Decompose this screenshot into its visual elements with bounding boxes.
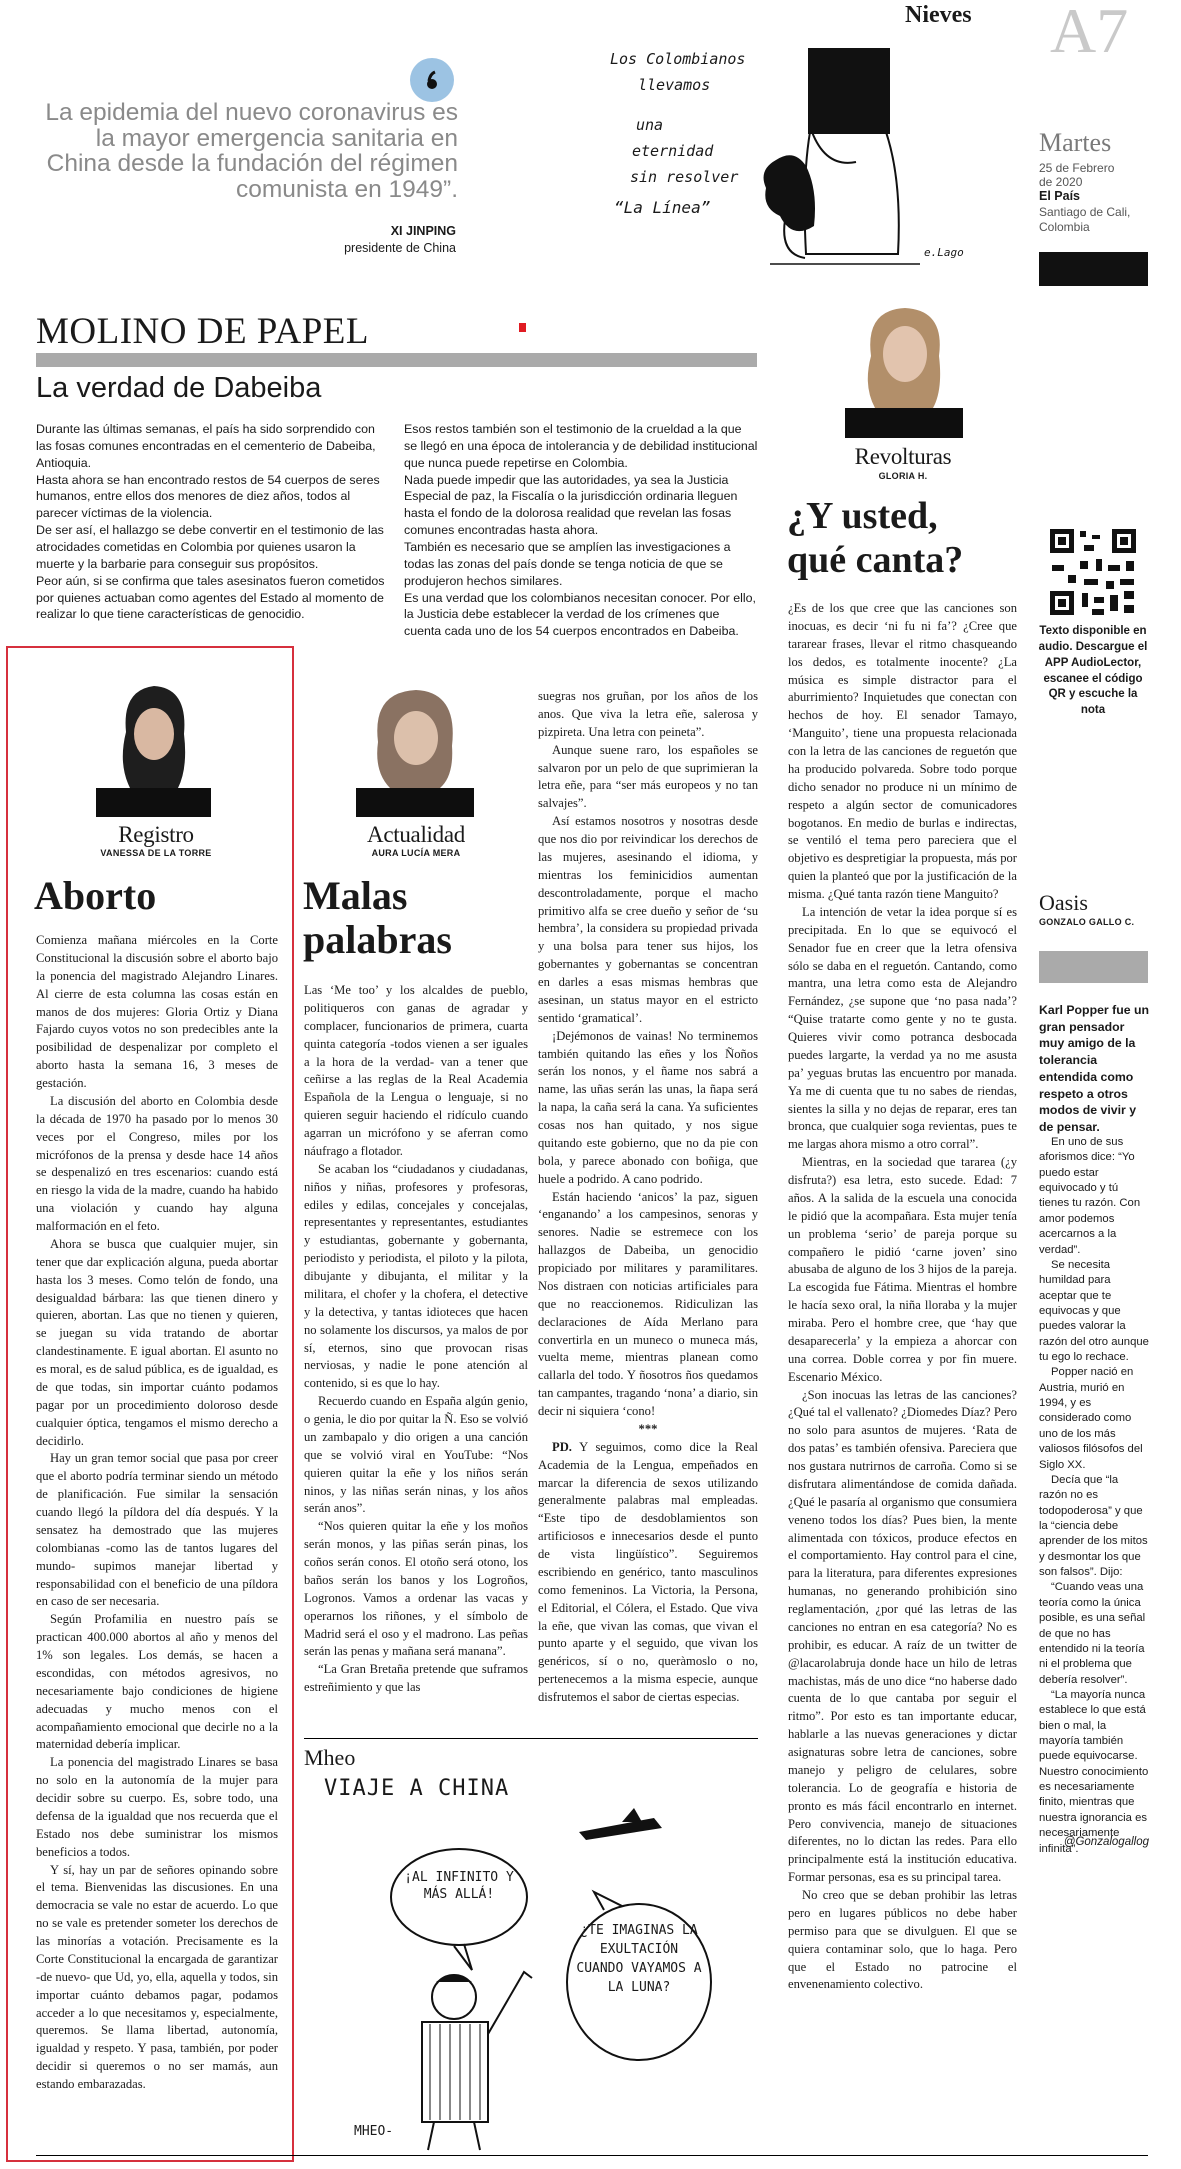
mheo-bubble-1: ¡AL INFINITO Y MÁS ALLÁ!: [404, 1870, 514, 1902]
mheo-bubble-2: ¿TE IMAGINAS LA EXULTACIÓN CUANDO VAYAMOS A LA LUNA?: [576, 1923, 702, 1995]
mheo-signature: MHEO-: [354, 2124, 394, 2139]
registro-p: Ahora se busca que cualquier mujer, sin tener que dar explicación alguna, pueda abortar hasta los 3 meses. Como telón de fondo, una desigualdad bárbara: las que tienen dinero y quieren, abortan. Las que no tienen y quieren, se juegan su vida tratando de abortar clandestinamente. E igual abortan. El asunto no es moral, es de salud pública, es de igualdad, es de que todas, sin importar cuánto podamos pagar por un procedimiento doloroso desde cualquier óptica, tengamos el mismo derecho a decidirlo.: [36, 1236, 278, 1448]
cartoon-line-5: “La Línea”: [614, 198, 711, 217]
editorial-p: Hasta ahora se han encontrado restos de 54 cuerpos de seres humanos, entre ellos dos menores de diez años, todos al parecer víctimas de la violencia.: [36, 472, 380, 521]
actualidad-p: ¡Dejémonos de vainas! No terminemos también quitando las eñes y los Ñoños serán los nonos, y el ñame nos sabrá a name, las uñas serán las unas, la ñapa será la napa, la caña será la cana. Ya suficientes cosas nos han quitado, y nos sigue quitando este gobierno, que no da pie con bola, y parece abonado con boñiga, que huele a podrido. A cano podrido.: [538, 1028, 758, 1186]
actualidad-photo: [356, 672, 474, 817]
revolturas-photo: [845, 290, 963, 438]
cartoon-line-2: una: [636, 116, 664, 134]
cartoon-line-4: sin resolver: [630, 168, 739, 186]
oasis-p: Decía que “la razón no es todopoderosa” y que la “ciencia debe aprender de los mitos y desmontar los que son falsos”. Dijo:: [1039, 1473, 1148, 1579]
editorial-title: La verdad de Dabeiba: [36, 372, 322, 404]
date-paper: El País: [1039, 189, 1080, 203]
cartoon-line-1: llevamos: [638, 76, 711, 94]
revolturas-section: Revolturas: [854, 444, 952, 469]
oasis-author: GONZALO GALLO C.: [1039, 917, 1135, 927]
registro-p: Comienza mañana miércoles en la Corte Constitucional la discusión sobre el aborto bajo la ponencia del magistrado Alejandro Linares. Al cierre de esta columna las cosas están en manos de dos mujeres: Gloria Ortiz y Diana Fajardo cuyos votos no son predecibles ante la posibilidad de despenalizar por completo el aborto hasta la semana 16, 3 meses de gestación.: [36, 933, 278, 1090]
editorial-col2: [404, 421, 758, 640]
actualidad-p: Las ‘Me too’ y los alcaldes de pueblo, politiqueros con ganas de agradar y complacer, funcionarios de primera, cuarta quinta categoría -todos vienen a ser iguales a la hora de la verdad- van a tener que ceñirse a las reglas de la Real Academia Española de la Lengua o lenguaje, si no quieren seguir haciendo el ridículo cuando agarran un micrófono y se aferran como náufrago a flotador.: [304, 983, 528, 1158]
editorial-rule: [36, 353, 757, 367]
editorial-p: Nada puede impedir que las autoridades, ya sea la Justicia Especial de paz, la Fiscalía o la jurisdicción ordinaria lleguen hasta el fondo de la dolorosa realidad que revelan las fosas comunes encontradas hasta ahora.: [404, 472, 738, 538]
mheo-cartoon: [304, 1772, 758, 2157]
revolturas-title-2: qué canta?: [787, 539, 964, 581]
oasis-section: Oasis: [1039, 890, 1088, 915]
registro-title: Aborto: [34, 873, 157, 918]
editorial-p: Esos restos también son el testimonio de la crueldad a la que se llegó en una época de intolerancia y de debilidad institucional que nunca puede repetirse en Colombia.: [404, 422, 758, 470]
editorial-p: Peor aún, si se confirma que tales asesinatos fueron cometidos por quienes actuaban como agentes del Estado al momento de realizar lo que tiene características de genocidio.: [36, 573, 385, 622]
cartoon-signature: e.Lago: [924, 246, 964, 259]
actualidad-author: AURA LUCÍA MERA: [371, 848, 461, 858]
actualidad-p: Aunque suene raro, los españoles se salvaron por un pelo de que suprimieran la letra eñe, para “ser más europeos y no tan salvajes”.: [538, 742, 758, 811]
registro-p: La ponencia del magistrado Linares se basa no solo en la autonomía de la mujer para decidir sobre su cuerpo. Es, sobre todo, una defensa de la igualdad que nos recuerda que el Estado nos debe suministrar los mismos beneficios a todos.: [36, 1755, 278, 1859]
header-brand: Nieves: [905, 2, 972, 28]
oasis-bar: [1039, 951, 1148, 983]
page-bottom-rule: [36, 2155, 1148, 2156]
editorial-p: De ser así, el hallazgo se debe convertir en el testimonio de las atrocidades cometidas en Colombia por quienes usaron la muerte y la barbarie para conseguir sus propósitos.: [36, 523, 384, 571]
cartoon-line-0: Los Colombianos: [610, 50, 746, 68]
pd-text: Y seguimos, como dice la Real Academia de la Lengua, empeñados en marcar la diferencia de sexos utilizando generalmente palabras mal empleadas. “Este tipo de desdoblamientos son artificiosos e innecesarios desde el punto de vista lingüístico”. Seguiremos escribiendo en genérico, tanto masculinos como femeninos. La Victoria, la Persona, el Editorial, el Cólera, el Estado. Que viva la eñe, que vivan las comas, que vivan el punto aparte y el seguido, que vivan los genéricos, sí o no, queràmoslo o no, pertenecemos a la misma especie, aunque disfrutemos el sabor de ciertas especias.: [538, 1439, 758, 1704]
registro-body: [36, 932, 278, 2094]
quote-author-role: presidente de China: [344, 241, 456, 255]
registro-p: Según Profamilia en nuestro país se practican 400.000 abortos al año y menos del 1% son legales. Los demás, se hacen a escondidas, con métodos agresivos, no necesariamente bajo condiciones de higiene adecuadas y mucho menos con el acompañamiento emocional que decirle no a la maternidad debería implicar.: [36, 1612, 278, 1752]
mheo-label: Mheo: [304, 1745, 356, 1770]
quote-author: XI JINPING: [390, 224, 456, 238]
revolturas-p: ¿Es de los que cree que las canciones son inocuas, es decir ‘ni fu ni fa’? ¿Cree que tararear frases, llevar el ritmo chasqueando los dedos, es totalmente inocente? ¿La música es simple distractor para el aburrimiento? Inquietudes que conectan con hechos de hoy. El senador Tamayo, ‘Manguito’, tiene una propuesta relacionada con la letra de las canciones de reguetón que ha producido polvareda. Sobre todo porque dicho senador no produce ni un mínimo de respeto a algún sector de comunicadores bogotanos. En medio de burlas e indirectas, se ventiló el tema pero pareciera que el objetivo es despretigiar la propuesta, más por quien la planteó que por la justificación de la misma. ¿Qué tanta razón tiene Manguito?: [788, 601, 1017, 901]
actualidad-p: Recuerdo cuando en España algún genio, o genia, le dio por quitar la Ñ. Eso se volvió un zambapalo y dio origen a una canción que se volvió viral en YouTube: “Nos quieren quitar la eñe y los niños serán ninos, y las niñas serán ninas, y los años serán anos”.: [304, 1394, 528, 1516]
quote-mark-icon: [410, 58, 454, 102]
actualidad-p: Se acaban los “ciudadanos y ciudadanas, niños y niñas, profesores y profesoras, ediles y edilas, concejales y concejalas, representantes y representantes, estudiantes y estudiantas, gobernante y gobernanta, periodisto y periodista, el piloto y la pilota, dibujante y dibujanta, el militar y la militara, el chofer y la chofera, el detective y la detectiva, y tantas idioteces que hacen no solamente los discursos, ya malos de por sí, eternos, sino que provocan risas nerviosas, y nadie le pone atención al contenido, si es que lo hay.: [304, 1161, 528, 1391]
date-city: Santiago de Cali,: [1039, 205, 1131, 219]
revolturas-author: GLORIA H.: [878, 471, 928, 481]
actualidad-pd: [538, 1439, 758, 1707]
registro-p: La discusión del aborto en Colombia desde la década de 1970 ha pasado por lo menos 30 veces por el Congreso, miles por los micrófonos de la prensa y desde hace 14 años se despenalizó en tres escenarios: cuando está en riesgo la vida de la madre, cuando ha habido una violación y cuando hay alguna malformación en el feto.: [36, 1093, 278, 1233]
actualidad-p: Están haciendo ‘anicos’ la paz, siguen ‘enganando’ a los campesinos, senoras y senores. Nadie se estremece con los hallazgos de Dabeiba, un genocidio propiciado por militares y paramilitares. Nos distraen con noticias artificiales para que no reaccionemos. Ridiculizan las declaraciones de Aída Merlano para convertirla en un muneco o muneca más, vuelta meme, mientras planean como callarla del todo. Y ñosotros ños quedamos tan campantes, tragando ‘nona’ a diario, sin decir ni siquiera ‘cono!: [538, 1189, 758, 1418]
date-weekday: Martes: [1039, 128, 1112, 157]
revolturas-p: La intención de vetar la idea porque sí es precipitada. En lo que se equivocó el Senador fue en creer que la letra ofensiva sólo se daba en el reguetón. Cantando, como mantra, una letra como esta de Alejandro Fernández, ¿se supone que ‘no pasa nada’? “Quise tratarte como gente y no te gusta. Quieres vivir como potranca desbocada puedes largarte, la verdad ya no me asusta pa’ yeguas brutas las encuentro por manada. Ya me di cuenta que tu no sabes de riendas, sientes la silla y no dejas de reparar, eres tan bronca, que cualquier soga revientas, pues te me largas ahora mismo a otro corral”.: [788, 904, 1017, 1152]
date-day: 25 de Febrero: [1039, 161, 1115, 175]
actualidad-title-1: Malas: [303, 873, 408, 918]
oasis-p: Popper nació en Austria, murió en 1994, y es considerado como uno de los más valiosos filósofos del Siglo XX.: [1039, 1366, 1143, 1471]
date-block-bar: [1039, 252, 1148, 286]
revolturas-p: Mientras, en la sociedad que tararea (¿y disfruta?) esa letra, esto sucede. Edad: 7 años. A la salida de la escuela una conocida le pidió que la acompañara. Esta mujer tenía un problema ‘serio’ de pareja porque su compañero le pidió ‘carne joven’ sino abusaba de alguno de los 3 hijos de la pareja. La escogida fue Fátima. Mientras el hombre le hacía sexo oral, la niña lloraba y la mujer miraba. Pero el hombre cree, que ‘hay que desaparecerla’ y la empieza a ahorcar con una correa. Doble correa y por fin muere. Escenario México.: [788, 1155, 1017, 1384]
oasis-intro: Karl Popper fue un gran pensador muy amigo de la tolerancia entendida como respeto a otros modos de vivir y de pensar.: [1039, 1003, 1149, 1135]
editorial-col1: [36, 421, 386, 645]
oasis-handle: @Gonzalogallog: [1063, 1836, 1149, 1848]
editorial-p: Es una verdad que los colombianos necesitan conocer. Por ello, la Justicia debe establecer la verdad de los crímenes que cuenta cada uno de los 54 cuerpos encontrados en Dabeiba.: [404, 590, 756, 639]
registro-p: Hay un gran temor social que pasa por creer que el aborto podría terminar siendo un método de planificación. Fue similar la sensación cuando llegó la píldora del día después. Y la sensatez ha demostrado que las mujeres colombianas -como las de tantos lugares del mundo- supimos manejar libertad y responsabilidad con el beneficio de una píldora en caso de ser necesaria.: [36, 1451, 278, 1609]
oasis-p: “La mayoría nunca establece lo que está bien o mal, la mayoría también puede equivocarse. Nuestro conocimiento es necesariamente finito, mientras que nuestra ignorancia es necesariamente infinita”.: [1039, 1688, 1149, 1855]
oasis-p: En uno de sus aforismos dice: “Yo puedo estar equivocado y tú tienes tu razón. Con amor podemos acercarnos a la verdad”.: [1039, 1136, 1141, 1256]
date-year: de 2020: [1039, 175, 1083, 189]
actualidad-col1: [304, 982, 528, 1697]
actualidad-p: Así estamos nosotros y nosotras desde que nos dio por reivindicar los derechos de las mujeres, asesinando el idioma, y mientras los feminicidios aumentan descontroladamente, porque el macho primitivo alfa se cree dueño y señor de ‘su hembra’, la considera su propiedad privada y una bolsa para tener sus hijos, los gobernantes y gobernantas se concentran en darles a esas mismas hembras que asesinan, un status mayor en el estricto sentido ‘gramatical’.: [538, 814, 758, 1025]
pd-label: PD.: [552, 1439, 572, 1454]
registro-author: VANESSA DE LA TORRE: [100, 848, 212, 858]
cartoon-line-3: eternidad: [632, 142, 714, 160]
revolturas-title-1: ¿Y usted,: [787, 495, 938, 537]
oasis-p: “Cuando veas una teoría como la única posible, es una señal de que no has entendido ni la teoría ni el problema que debería resolver”.: [1039, 1581, 1146, 1686]
red-square-icon: [519, 323, 526, 332]
header-quote: La epidemia del nuevo coronavirus es la mayor emergencia sanitaria en China desde la fundación del régimen comunista en 1949”.: [45, 99, 458, 204]
revolturas-body: [788, 600, 1017, 1994]
actualidad-section: Actualidad: [367, 822, 465, 847]
actualidad-col2: [538, 688, 758, 1707]
oasis-p: Se necesita humildad para aceptar que te equivocas y que puedes valorar la razón del otro aunque tu ego lo rechace.: [1039, 1258, 1149, 1364]
mheo-rule: [304, 1738, 758, 1739]
section-stars: ***: [638, 1421, 658, 1436]
revolturas-p: No creo que se deban prohibir las letras pero en lugares públicos no debe haber permiso para que se divulguen. El que se quiera contaminar solo, que lo haga. Pero que el Estado no patrocine el envenenamiento colectivo.: [788, 1888, 1017, 1992]
actualidad-p: suegras nos gruñan, por los años de los anos. Que viva la letra eñe, salerosa y pizpireta. Una letra con peineta”.: [538, 689, 758, 739]
qr-code-icon[interactable]: [1046, 525, 1140, 619]
date-country: Colombia: [1039, 220, 1090, 234]
editorial-p: Durante las últimas semanas, el país ha sido sorprendido con las fosas comunes encontradas en el cementerio de Dabeiba, Antioquia.: [36, 422, 376, 470]
actualidad-p: “La Gran Bretaña pretende que suframos estreñimiento y que las: [304, 1662, 528, 1695]
actualidad-p: “Nos quieren quitar la eñe y los moños serán monos, y las piñas serán pinas, los coños serán conos. El otoño será otono, los baños serán los banos y los Logroños, Logronos. Vamos a ordenar las vacas y operarnos los riñones, y el símbolo de Madrid será el oso y el madrono. Las peñas serán las penas y mañana será manana”.: [304, 1519, 528, 1659]
actualidad-title-2: palabras: [303, 917, 452, 962]
oasis-body: [1039, 1135, 1149, 1857]
registro-section: Registro: [118, 822, 194, 847]
mheo-title: VIAJE A CHINA: [324, 1776, 510, 1801]
revolturas-p: ¿Son inocuas las letras de las canciones? ¿Qué tal el vallenato? ¿Diomedes Díaz? Pero no solo para asuntos de mujeres. ‘Rata de dos patas’ es también ofensiva. Pareciera que nos gustara nutrirnos de carroña. Como si se disfrutara alimentándose de comida dañada. ¿Qué le pasaría al organismo que consumiera veneno todos los días? Pues bien, la mente alimentada con tóxicos, produce efectos en el comportamiento. Hay control para el cine, para la literatura, para diferentes expresiones humanas, no generando prohibición sino reglamentación, ¿por qué las letras de las canciones no entran en esa categoría? No es prohibir, es educar. A raíz de un twitter de @lacarolabruja donde hace un hilo de letras machistas, más de uno dice “no haberse dado cuenta de lo que cantaba por seguir el ritmo”. Por esto es tan importante educar, hablarle a las nuevas generaciones y dictar asignaturas sobre letra de canciones, sobre manejo y peligro de celulares, sobre tolerancia. Lo de geografía e historia de pronto es más fácil encontrarlo en internet. Pero convivencia, manejo de situaciones diferentes, no lo dictan las redes. Para ello principalmente está la institución educativa. Formar personas, esa es su principal tarea.: [788, 1387, 1017, 1885]
registro-p: Y sí, hay un par de señores opinando sobre el tema. Bienvenidas las discusiones. En una democracia se vale no estar de acuerdo. Lo que no se vale es pretender someter los derechos de las minorías a votación. Precisamente es la Corte Constitucional la encargada de garantizar -de nuevo- que Ud, yo, ella, aquella y todos, sin importar cuánto debamos pagar, podamos acceder a lo que necesitamos y, especialmente, queremos. Se llama libertad, autonomía, igualdad y respeto. Y pasa, también, por poder decidir si queremos o no ser mamás, aun estando embarazadas.: [36, 1862, 278, 2091]
editorial-section: MOLINO DE PAPEL: [36, 311, 369, 352]
header-cartoon: [580, 40, 1000, 280]
registro-photo: [96, 672, 211, 817]
editorial-p: También es necesario que se amplíen las investigaciones a todas las zonas del país donde se tenga noticia de que se produjeron hechos similares.: [404, 540, 731, 588]
audio-note: Texto disponible en audio. Descargue el APP AudioLector, escanee el código QR y escuche la nota: [1038, 625, 1148, 717]
page-number: A7: [1050, 0, 1129, 66]
